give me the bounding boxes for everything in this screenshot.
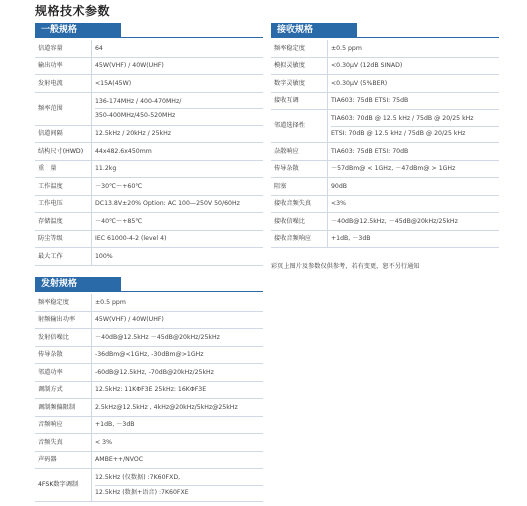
spec-value (327, 40, 499, 57)
spec-value (327, 58, 499, 75)
spec-value (91, 469, 263, 501)
disclaimer-note: 彩页上图片及参数仅供参考，若有变更，恕不另行通知 (271, 263, 420, 270)
spec-value (327, 110, 499, 142)
spec-row (35, 364, 263, 382)
spec-value (91, 248, 263, 265)
spec-label: 工作电压 (38, 200, 63, 208)
spec-label: 信道间隔 (38, 130, 63, 138)
spec-label: 模拟灵敏度 (274, 62, 305, 70)
spec-row (271, 231, 499, 249)
spec-row (35, 75, 263, 93)
spec-value (91, 161, 263, 178)
spec-row (35, 58, 263, 76)
general-specs-table (35, 40, 263, 266)
spec-value-line: 11.2kg (95, 165, 117, 173)
spec-value (327, 143, 499, 160)
spec-value-line: 350-400MHz/450-520MHz (95, 108, 263, 122)
spec-value-line: 45W(VHF) / 40W(UHF) (95, 62, 164, 70)
spec-value (91, 93, 263, 125)
spec-row (35, 213, 263, 231)
spec-label: 声码器 (38, 456, 57, 464)
spec-label: 射频输出功率 (38, 316, 76, 324)
receive-specs-table (271, 40, 499, 248)
spec-value-line: -60dB@12.5kHz, -70dB@20kHz/25kHz (95, 368, 214, 376)
spec-value-line: －57dBm@ < 1GHz, －47dBm@ > 1GHz (331, 165, 456, 173)
spec-label: 接收音频失真 (274, 200, 312, 208)
spec-row (35, 143, 263, 161)
spec-value (91, 364, 263, 381)
spec-row (271, 196, 499, 214)
spec-value-line: 45W(VHF) / 40W(UHF) (95, 316, 164, 324)
spec-value-line: TIA603: 75dB ETSI: 70dB (331, 147, 409, 155)
spec-label: 输出功率 (38, 62, 63, 70)
spec-value (91, 417, 263, 434)
spec-value-line: < 3% (95, 438, 112, 446)
spec-value-line: +1dB, －3dB (95, 421, 135, 429)
spec-row (35, 196, 263, 214)
spec-label: 音频失真 (38, 438, 63, 446)
spec-row (35, 469, 263, 502)
spec-value (91, 196, 263, 213)
receive-specs-section (271, 23, 499, 248)
spec-label: 传导杂散 (274, 165, 299, 173)
spec-row (35, 248, 263, 266)
spec-value (327, 75, 499, 92)
spec-row (35, 312, 263, 330)
spec-label: 阻塞 (274, 182, 287, 190)
spec-row (271, 75, 499, 93)
spec-value-line: IEC 61000-4-2 (level 4) (95, 235, 167, 243)
spec-value (91, 312, 263, 329)
spec-row (35, 294, 263, 312)
spec-value-line: <0.30μV (12dB SINAD) (331, 62, 403, 70)
spec-value-line: －40dB@12.5kHz, －45dB@20kHz/25kHz (331, 217, 458, 225)
spec-label: 工作温度 (38, 182, 63, 190)
spec-value (327, 93, 499, 110)
spec-row (35, 399, 263, 417)
spec-value-line: 12.5kHz: 11KΦF3E 25kHz: 16KΦF3E (95, 386, 207, 394)
spec-value-line: －40℃～+85℃ (95, 217, 143, 225)
page-title: 规格技术参数 (35, 4, 111, 18)
spec-value (91, 294, 263, 311)
spec-label: 频率范围 (38, 104, 63, 112)
spec-value (327, 196, 499, 213)
spec-row (271, 213, 499, 231)
spec-row (35, 161, 263, 179)
receive-specs-header (271, 23, 499, 38)
spec-value-line: 12.5kHz / 20kHz / 25kHz (95, 130, 172, 138)
spec-value (91, 40, 263, 57)
spec-value-line: 44x482.6x450mm (95, 147, 152, 155)
spec-value (91, 75, 263, 92)
spec-label: 最大工作 (38, 252, 63, 260)
spec-label: 邻道选择性 (274, 122, 305, 130)
transmit-specs-table (35, 294, 263, 502)
transmit-specs-section (35, 277, 263, 502)
general-specs-header (35, 23, 263, 38)
spec-value-line: 12.5kHz (仅数据) :7K60FXD, (95, 474, 181, 482)
spec-value (91, 452, 263, 469)
spec-value-line: 12.5kHz (数据+语音) :7K60FXE (95, 485, 263, 499)
spec-row (35, 452, 263, 470)
spec-value-line: <3% (331, 200, 347, 208)
spec-row (271, 161, 499, 179)
spec-value (327, 231, 499, 248)
spec-value-line: 100% (95, 252, 113, 260)
spec-value-line: +1dB, －3dB (331, 235, 371, 243)
spec-row (271, 93, 499, 111)
spec-label: 邻道功率 (38, 368, 63, 376)
spec-value-line: －40dB@12.5kHz －45dB@20kHz/25kHz (95, 333, 220, 341)
spec-row (35, 347, 263, 365)
spec-label: 重 量 (38, 165, 57, 173)
spec-value (91, 231, 263, 248)
spec-row (35, 93, 263, 126)
general-specs-title: 一般规格 (35, 23, 121, 37)
spec-value-line: -36dBm@<1GHz, -30dBm@>1GHz (95, 351, 204, 359)
spec-value (91, 434, 263, 451)
spec-label: 调制频偏限制 (38, 403, 76, 411)
spec-row (35, 178, 263, 196)
spec-row (35, 329, 263, 347)
spec-row (271, 110, 499, 143)
spec-value-line: 90dB (331, 182, 348, 190)
spec-label: 传导杂散 (38, 351, 63, 359)
spec-value (91, 347, 263, 364)
spec-value (91, 399, 263, 416)
spec-value-line: 2.5kHz@12.5kHz , 4kHz@20kHz/5kHz@25kHz (95, 403, 238, 411)
spec-value-line: 136-174MHz / 400-470MHz/ (95, 97, 182, 105)
spec-value-line: <15A(45W) (95, 79, 132, 87)
spec-value (91, 382, 263, 399)
spec-label: 接收音频响应 (274, 235, 312, 243)
spec-row (271, 40, 499, 58)
spec-row (271, 143, 499, 161)
spec-label: 信道容量 (38, 44, 63, 52)
spec-row (35, 40, 263, 58)
spec-row (271, 58, 499, 76)
spec-label: 发射倍噪比 (38, 333, 69, 341)
spec-value (327, 178, 499, 195)
spec-value (91, 58, 263, 75)
spec-label: 杂散响应 (274, 147, 299, 155)
spec-row (271, 178, 499, 196)
spec-value-line: －30℃～+60℃ (95, 182, 143, 190)
spec-value-line: DC13.8V±20% Option: AC 100—250V 50/60Hz (95, 200, 240, 208)
spec-value-line: <0.30μV (5%BER) (331, 79, 388, 87)
spec-label: 接收信噪比 (274, 217, 305, 225)
spec-label: 结构尺寸(HWD) (38, 147, 84, 155)
spec-value-line: TIA603: 75dB ETSI: 75dB (331, 97, 409, 105)
spec-row (35, 382, 263, 400)
spec-label: 频率稳定度 (274, 44, 305, 52)
spec-row (35, 231, 263, 249)
spec-label: 调制方式 (38, 386, 63, 394)
spec-value (91, 213, 263, 230)
spec-label: 4FSK数字调制 (38, 481, 79, 489)
transmit-specs-header (35, 277, 263, 292)
spec-value-line: AMBE++/NVOC (95, 456, 144, 464)
receive-specs-title: 接收规格 (271, 23, 357, 37)
spec-value (327, 161, 499, 178)
spec-value (91, 178, 263, 195)
spec-value-line: ±0.5 ppm (331, 44, 362, 52)
spec-row (35, 126, 263, 144)
spec-label: 发射电流 (38, 79, 63, 87)
spec-value-line: TIA603: 70dB @ 12.5 kHz / 75dB @ 20/25 kHz (331, 115, 474, 123)
spec-label: 数字灵敏度 (274, 79, 305, 87)
spec-label: 接收互调 (274, 97, 299, 105)
spec-value-line: 64 (95, 44, 103, 52)
spec-value (91, 329, 263, 346)
spec-value-line: ETSI: 70dB @ 12.5 kHz / 75dB @ 20/25 kHz (331, 126, 499, 140)
spec-label: 音频响应 (38, 421, 63, 429)
spec-label: 频率稳定度 (38, 298, 69, 306)
spec-value (91, 143, 263, 160)
spec-value-line: ±0.5 ppm (95, 298, 126, 306)
spec-label: 防尘等级 (38, 235, 63, 243)
spec-value (91, 126, 263, 143)
spec-row (35, 434, 263, 452)
transmit-specs-title: 发射规格 (35, 277, 121, 291)
spec-row (35, 417, 263, 435)
spec-label: 存储温度 (38, 217, 63, 225)
general-specs-section (35, 23, 263, 266)
spec-value (327, 213, 499, 230)
